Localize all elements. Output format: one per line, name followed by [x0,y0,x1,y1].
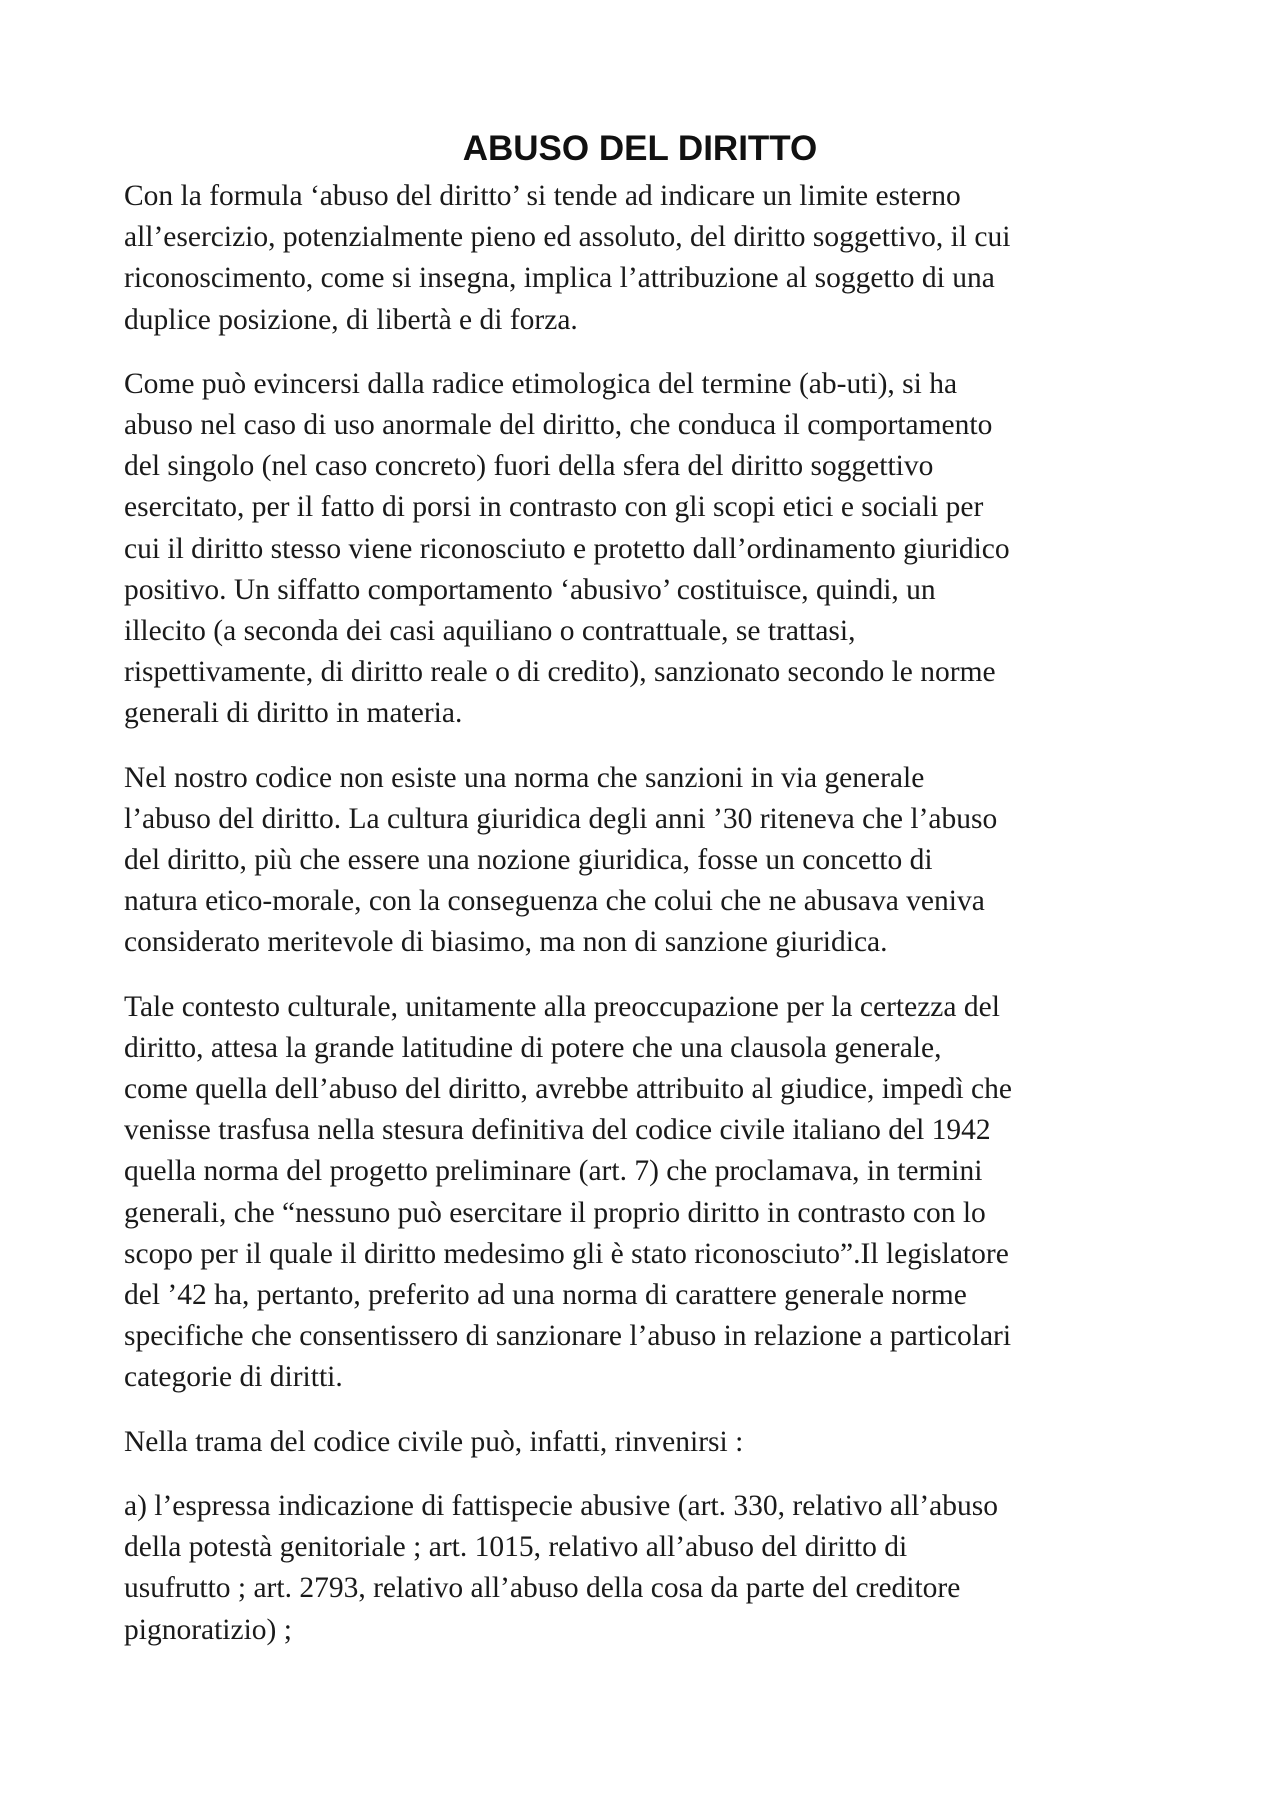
text-line: Nella trama del codice civile può, infatti, rinvenirsi : [124,1425,744,1458]
text-line: diritto, attesa la grande latitudine di potere che una clausola generale, [124,1031,942,1064]
text-line: duplice posizione, di libertà e di forza. [124,303,578,336]
text-line: rispettivamente, di diritto reale o di credito), sanzionato secondo le norme [124,656,996,689]
paragraph-3 [124,758,1164,964]
text-line: Tale contesto culturale, unitamente alla preoccupazione per la certezza del [124,990,1000,1023]
paragraph-6 [124,1486,1164,1651]
text-line: come quella dell’abuso del diritto, avrebbe attribuito al giudice, impedì che [124,1073,1012,1106]
text-line: specifiche che consentissero di sanzionare l’abuso in relazione a particolari [124,1320,1012,1353]
text-line: cui il diritto stesso viene riconosciuto e protetto dall’ordinamento giuridico [124,532,1010,565]
text-line: natura etico-morale, con la conseguenza che colui che ne abusava veniva [124,885,985,918]
text-line: all’esercizio, potenzialmente pieno ed assoluto, del diritto soggettivo, il cui [124,221,1011,254]
text-line: l’abuso del diritto. La cultura giuridica degli anni ’30 riteneva che l’abuso [124,802,998,835]
text-line: quella norma del progetto preliminare (art. 7) che proclamava, in termini [124,1155,983,1188]
text-line: del singolo (nel caso concreto) fuori della sfera del diritto soggettivo [124,450,934,483]
paragraph-5 [124,1422,1164,1463]
text-line: riconoscimento, come si insegna, implica l’attribuzione al soggetto di una [124,262,995,295]
text-line: generali di diritto in materia. [124,697,463,730]
paragraph-4 [124,987,1164,1399]
text-line: pignoratizio) ; [124,1613,292,1646]
text-line: del ’42 ha, pertanto, preferito ad una norma di carattere generale norme [124,1279,967,1312]
text-line: della potestà genitoriale ; art. 1015, relativo all’abuso del diritto di [124,1531,908,1564]
text-line: Con la formula ‘abuso del diritto’ si tende ad indicare un limite esterno [124,180,961,212]
text-line: venisse trasfusa nella stesura definitiva del codice civile italiano del 1942 [124,1114,991,1147]
text-line: positivo. Un siffatto comportamento ‘abusivo’ costituisce, quindi, un [124,573,936,606]
paragraph-2 [124,364,1164,735]
text-line: abuso nel caso di uso anormale del diritto, che conduca il comportamento [124,409,993,442]
text-line: generali, che “nessuno può esercitare il proprio diritto in contrasto con lo [124,1196,986,1229]
text-line: usufrutto ; art. 2793, relativo all’abuso della cosa da parte del creditore [124,1572,961,1605]
text-line: del diritto, più che essere una nozione giuridica, fosse un concetto di [124,844,933,877]
text-line: a) l’espressa indicazione di fattispecie abusive (art. 330, relativo all’abuso [124,1489,999,1522]
text-line: considerato meritevole di biasimo, ma non di sanzione giuridica. [124,926,888,959]
text-line: Nel nostro codice non esiste una norma che sanzioni in via generale [124,761,925,794]
paragraph-1 [124,176,1164,341]
text-line: illecito (a seconda dei casi aquiliano o contrattuale, se trattasi, [124,615,856,648]
text-line: scopo per il quale il diritto medesimo gli è stato riconosciuto”.Il legislatore [124,1237,1009,1270]
document-body [124,176,1164,1674]
document-title: ABUSO DEL DIRITTO [462,129,818,168]
text-line: Come può evincersi dalla radice etimologica del termine (ab-uti), si ha [124,367,958,400]
text-line: categorie di diritti. [124,1361,343,1394]
text-line: esercitato, per il fatto di porsi in contrasto con gli scopi etici e sociali per [124,491,984,524]
